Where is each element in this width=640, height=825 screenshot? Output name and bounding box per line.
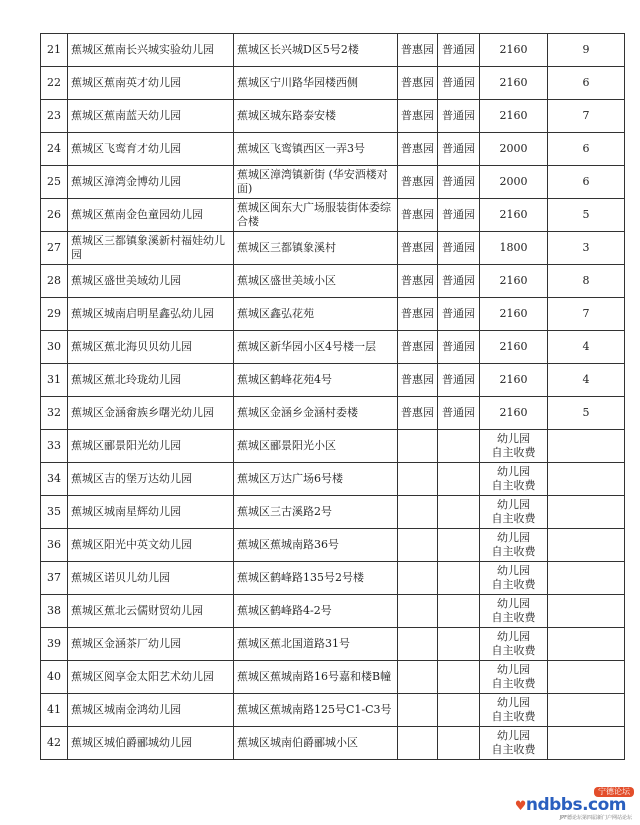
- kindergarten-address: 蕉城区新华园小区4号楼一层: [234, 331, 398, 364]
- table-row: [41, 34, 625, 67]
- watermark-logo: [512, 787, 634, 821]
- fee-standard: [480, 496, 548, 529]
- watermark-bubble: 宁德论坛: [594, 787, 634, 797]
- fee-standard: [480, 694, 548, 727]
- row-number: 24: [41, 133, 68, 166]
- kindergarten-name: 蕉城区蕉南英才幼儿园: [68, 67, 234, 100]
- table-row: [41, 265, 625, 298]
- kindergarten-category: 普通园: [438, 100, 480, 133]
- kindergarten-category: [438, 463, 480, 496]
- kindergarten-address: 蕉城区金涵乡金涵村委楼: [234, 397, 398, 430]
- kindergarten-type: 普惠园: [398, 100, 438, 133]
- kindergarten-address: 蕉城区长兴城D区5号2楼: [234, 34, 398, 67]
- kindergarten-address: 蕉城区城东路泰安楼: [234, 100, 398, 133]
- fee-standard: 2160: [480, 298, 548, 331]
- table-row: [41, 331, 625, 364]
- table-row: [41, 430, 625, 463]
- fee-line-2: 自主收费: [491, 743, 536, 756]
- row-number: 30: [41, 331, 68, 364]
- kindergarten-type: [398, 562, 438, 595]
- row-number: 21: [41, 34, 68, 67]
- row-number: 28: [41, 265, 68, 298]
- kindergarten-type: [398, 661, 438, 694]
- kindergarten-name: 蕉城区城南启明星鑫弘幼儿园: [68, 298, 234, 331]
- fee-standard: 2160: [480, 331, 548, 364]
- class-count: 4: [548, 364, 625, 397]
- kindergarten-name: 蕉城区蕉北云儒财贸幼儿园: [68, 595, 234, 628]
- fee-standard: [480, 628, 548, 661]
- kindergarten-name: 蕉城区阅享金太阳艺术幼儿园: [68, 661, 234, 694]
- kindergarten-name: 蕉城区蕉北海贝贝幼儿园: [68, 331, 234, 364]
- table-row: [41, 166, 625, 199]
- table-row: [41, 496, 625, 529]
- fee-line-1: 幼儿园: [497, 498, 530, 511]
- kindergarten-type: [398, 595, 438, 628]
- fee-standard: [480, 727, 548, 760]
- row-number: 32: [41, 397, 68, 430]
- fee-line-2: 自主收费: [491, 677, 536, 690]
- class-count: 6: [548, 166, 625, 199]
- kindergarten-category: [438, 529, 480, 562]
- fee-standard: [480, 595, 548, 628]
- kindergarten-type: [398, 496, 438, 529]
- kindergarten-category: [438, 595, 480, 628]
- table-row: [41, 628, 625, 661]
- heart-icon: ♥: [514, 799, 526, 814]
- kindergarten-address: 蕉城区漳湾镇新街 (华安酒楼对面): [234, 166, 398, 199]
- kindergarten-type: 普惠园: [398, 364, 438, 397]
- row-number: 31: [41, 364, 68, 397]
- fee-standard: 1800: [480, 232, 548, 265]
- fee-line-2: 自主收费: [491, 644, 536, 657]
- row-number: 40: [41, 661, 68, 694]
- table-row: [41, 529, 625, 562]
- kindergarten-category: 普通园: [438, 397, 480, 430]
- kindergarten-type: [398, 463, 438, 496]
- kindergarten-address: 蕉城区鹤峰花苑4号: [234, 364, 398, 397]
- kindergarten-address: 蕉城区鹤峰路4-2号: [234, 595, 398, 628]
- row-number: 42: [41, 727, 68, 760]
- kindergarten-address: 蕉城区城南伯爵郦城小区: [234, 727, 398, 760]
- row-number: 41: [41, 694, 68, 727]
- kindergarten-address: 蕉城区蕉城南路36号: [234, 529, 398, 562]
- class-count: [548, 694, 625, 727]
- kindergarten-name: 蕉城区城伯爵郦城幼儿园: [68, 727, 234, 760]
- class-count: 7: [548, 298, 625, 331]
- row-number: 33: [41, 430, 68, 463]
- kindergarten-name: 蕉城区蕉南蓝天幼儿园: [68, 100, 234, 133]
- class-count: 6: [548, 67, 625, 100]
- kindergarten-type: 普惠园: [398, 166, 438, 199]
- kindergarten-category: 普通园: [438, 67, 480, 100]
- kindergarten-category: [438, 562, 480, 595]
- kindergarten-type: 普惠园: [398, 265, 438, 298]
- class-count: 7: [548, 100, 625, 133]
- fee-standard: [480, 661, 548, 694]
- kindergarten-type: 普惠园: [398, 67, 438, 100]
- row-number: 37: [41, 562, 68, 595]
- kindergarten-category: 普通园: [438, 34, 480, 67]
- fee-standard: [480, 562, 548, 595]
- kindergarten-name: 蕉城区城南金鸿幼儿园: [68, 694, 234, 727]
- row-number: 25: [41, 166, 68, 199]
- kindergarten-type: 普惠园: [398, 397, 438, 430]
- kindergarten-address: 蕉城区三古溪路2号: [234, 496, 398, 529]
- row-number: 22: [41, 67, 68, 100]
- kindergarten-name: 蕉城区吉的堡万达幼儿园: [68, 463, 234, 496]
- table-row: [41, 67, 625, 100]
- table-row: [41, 364, 625, 397]
- table-row: [41, 232, 625, 265]
- table-row: [41, 727, 625, 760]
- kindergarten-category: 普通园: [438, 298, 480, 331]
- fee-line-2: 自主收费: [491, 479, 536, 492]
- fee-line-1: 幼儿园: [497, 630, 530, 643]
- table-body: [41, 34, 625, 760]
- kindergarten-table: [40, 33, 625, 760]
- fee-line-1: 幼儿园: [497, 729, 530, 742]
- watermark-domain: ♥ndbbs.com: [514, 795, 626, 815]
- kindergarten-address: 蕉城区蕉北国道路31号: [234, 628, 398, 661]
- row-number: 23: [41, 100, 68, 133]
- kindergarten-name: 蕉城区诺贝儿幼儿园: [68, 562, 234, 595]
- fee-standard: 2160: [480, 397, 548, 430]
- table-row: [41, 661, 625, 694]
- kindergarten-category: [438, 496, 480, 529]
- kindergarten-category: [438, 430, 480, 463]
- fee-standard: 2160: [480, 199, 548, 232]
- row-number: 26: [41, 199, 68, 232]
- kindergarten-address: 蕉城区郦景阳光小区: [234, 430, 398, 463]
- kindergarten-address: 蕉城区蕉城南路16号嘉和楼B幢: [234, 661, 398, 694]
- class-count: 3: [548, 232, 625, 265]
- table-row: [41, 397, 625, 430]
- row-number: 35: [41, 496, 68, 529]
- kindergarten-name: 蕉城区金涵畲族乡曙光幼儿园: [68, 397, 234, 430]
- row-number: 39: [41, 628, 68, 661]
- table-row: [41, 100, 625, 133]
- kindergarten-type: 普惠园: [398, 298, 438, 331]
- kindergarten-address: 蕉城区蕉城南路125号C1-C3号: [234, 694, 398, 727]
- table-row: [41, 133, 625, 166]
- class-count: 6: [548, 133, 625, 166]
- kindergarten-type: 普惠园: [398, 34, 438, 67]
- kindergarten-name: 蕉城区三都镇象溪新村福娃幼儿园: [68, 232, 234, 265]
- table-row: [41, 298, 625, 331]
- fee-line-2: 自主收费: [491, 578, 536, 591]
- kindergarten-name: 蕉城区漳湾金博幼儿园: [68, 166, 234, 199]
- kindergarten-type: 普惠园: [398, 331, 438, 364]
- class-count: 9: [548, 34, 625, 67]
- fee-standard: 2000: [480, 166, 548, 199]
- kindergarten-name: 蕉城区城南星辉幼儿园: [68, 496, 234, 529]
- kindergarten-category: 普通园: [438, 199, 480, 232]
- table-row: [41, 463, 625, 496]
- kindergarten-address: 蕉城区三都镇象溪村: [234, 232, 398, 265]
- kindergarten-category: 普通园: [438, 232, 480, 265]
- fee-line-1: 幼儿园: [497, 696, 530, 709]
- fee-line-1: 幼儿园: [497, 465, 530, 478]
- table-row: [41, 595, 625, 628]
- fee-standard: 2160: [480, 265, 548, 298]
- fee-line-1: 幼儿园: [497, 531, 530, 544]
- kindergarten-address: 蕉城区鑫弘花苑: [234, 298, 398, 331]
- row-number: 36: [41, 529, 68, 562]
- kindergarten-address: 蕉城区万达广场6号楼: [234, 463, 398, 496]
- class-count: [548, 628, 625, 661]
- class-count: 5: [548, 397, 625, 430]
- row-number: 38: [41, 595, 68, 628]
- fee-line-2: 自主收费: [491, 545, 536, 558]
- class-count: 4: [548, 331, 625, 364]
- kindergarten-name: 蕉城区飞鸾育才幼儿园: [68, 133, 234, 166]
- kindergarten-category: [438, 727, 480, 760]
- kindergarten-category: [438, 694, 480, 727]
- class-count: [548, 727, 625, 760]
- table-row: [41, 562, 625, 595]
- kindergarten-name: 蕉城区蕉北玲珑幼儿园: [68, 364, 234, 397]
- kindergarten-type: [398, 727, 438, 760]
- kindergarten-name: 蕉城区蕉南长兴城实验幼儿园: [68, 34, 234, 67]
- fee-line-1: 幼儿园: [497, 564, 530, 577]
- table-row: [41, 694, 625, 727]
- class-count: [548, 496, 625, 529]
- kindergarten-address: 蕉城区盛世美域小区: [234, 265, 398, 298]
- kindergarten-category: 普通园: [438, 265, 480, 298]
- kindergarten-type: 普惠园: [398, 199, 438, 232]
- kindergarten-type: [398, 628, 438, 661]
- fee-standard: [480, 463, 548, 496]
- kindergarten-category: 普通园: [438, 133, 480, 166]
- fee-line-2: 自主收费: [491, 512, 536, 525]
- kindergarten-category: [438, 628, 480, 661]
- fee-standard: 2160: [480, 34, 548, 67]
- row-number: 27: [41, 232, 68, 265]
- kindergarten-category: 普通园: [438, 364, 480, 397]
- kindergarten-name: 蕉城区阳光中英文幼儿园: [68, 529, 234, 562]
- kindergarten-category: 普通园: [438, 166, 480, 199]
- kindergarten-address: 蕉城区闽东大广场服装街体委综合楼: [234, 199, 398, 232]
- kindergarten-address: 蕉城区鹤峰路135号2号楼: [234, 562, 398, 595]
- kindergarten-type: [398, 430, 438, 463]
- class-count: 8: [548, 265, 625, 298]
- table-row: [41, 199, 625, 232]
- class-count: [548, 562, 625, 595]
- kindergarten-category: 普通园: [438, 331, 480, 364]
- fee-standard: 2160: [480, 364, 548, 397]
- kindergarten-type: 普惠园: [398, 232, 438, 265]
- fee-line-2: 自主收费: [491, 446, 536, 459]
- class-count: 5: [548, 199, 625, 232]
- row-number: 34: [41, 463, 68, 496]
- kindergarten-name: 蕉城区盛世美域幼儿园: [68, 265, 234, 298]
- fee-standard: 2000: [480, 133, 548, 166]
- class-count: [548, 463, 625, 496]
- kindergarten-name: 蕉城区蕉南金色童园幼儿园: [68, 199, 234, 232]
- fee-standard: 2160: [480, 67, 548, 100]
- kindergarten-name: 蕉城区金涵茶厂幼儿园: [68, 628, 234, 661]
- watermark-subtitle: JPF德论坛第四届新门户网站论坛: [559, 815, 632, 821]
- fee-standard: [480, 529, 548, 562]
- fee-line-1: 幼儿园: [497, 432, 530, 445]
- kindergarten-address: 蕉城区宁川路华园楼西侧: [234, 67, 398, 100]
- fee-standard: [480, 430, 548, 463]
- kindergarten-type: 普惠园: [398, 133, 438, 166]
- fee-line-2: 自主收费: [491, 710, 536, 723]
- fee-line-2: 自主收费: [491, 611, 536, 624]
- class-count: [548, 661, 625, 694]
- class-count: [548, 430, 625, 463]
- class-count: [548, 595, 625, 628]
- kindergarten-type: [398, 529, 438, 562]
- kindergarten-name: 蕉城区郦景阳光幼儿园: [68, 430, 234, 463]
- fee-standard: 2160: [480, 100, 548, 133]
- kindergarten-address: 蕉城区飞鸾镇西区一弄3号: [234, 133, 398, 166]
- kindergarten-type: [398, 694, 438, 727]
- kindergarten-category: [438, 661, 480, 694]
- class-count: [548, 529, 625, 562]
- fee-line-1: 幼儿园: [497, 663, 530, 676]
- row-number: 29: [41, 298, 68, 331]
- fee-line-1: 幼儿园: [497, 597, 530, 610]
